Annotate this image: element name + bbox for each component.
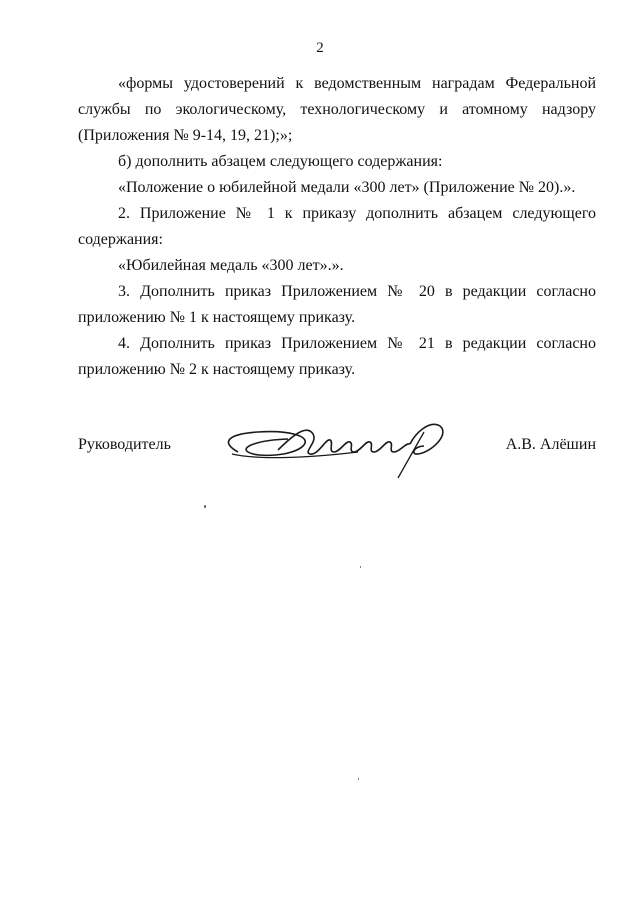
scan-speck [204,505,206,508]
paragraph-item-4: 4. Дополнить приказ Приложением № 21 в редакции согласно приложению № 2 к настоящему приказу. [78,335,596,378]
paragraph-forms-list: «формы удостоверений к ведомственным наградам Федеральной службы по экологическому, технологическому и атомному надзору (Приложения № 9-14, 19, 21);»; [78,75,596,144]
signatory-name: А.В. Алёшин [505,436,596,453]
paragraph-medal-name: «Юбилейная медаль «300 лет».». [118,257,344,274]
paragraph-add-clause: б) дополнить абзацем следующего содержания: [118,153,443,170]
paragraph-medal-regulation: «Положение о юбилейной медали «300 лет» (Приложение № 20).». [118,179,576,196]
scan-speck [358,778,359,780]
scan-speck [360,566,361,568]
signature-block [78,412,596,482]
page-number: 2 [316,40,324,56]
signatory-position: Руководитель [78,436,171,453]
paragraph-item-3: 3. Дополнить приказ Приложением № 20 в редакции согласно приложению № 1 к настоящему приказу. [78,283,596,326]
document-body [78,71,596,383]
paragraph-item-2: 2. Приложение № 1 к приказу дополнить абзацем следующего содержания: [78,205,596,248]
handwritten-signature [218,412,458,482]
